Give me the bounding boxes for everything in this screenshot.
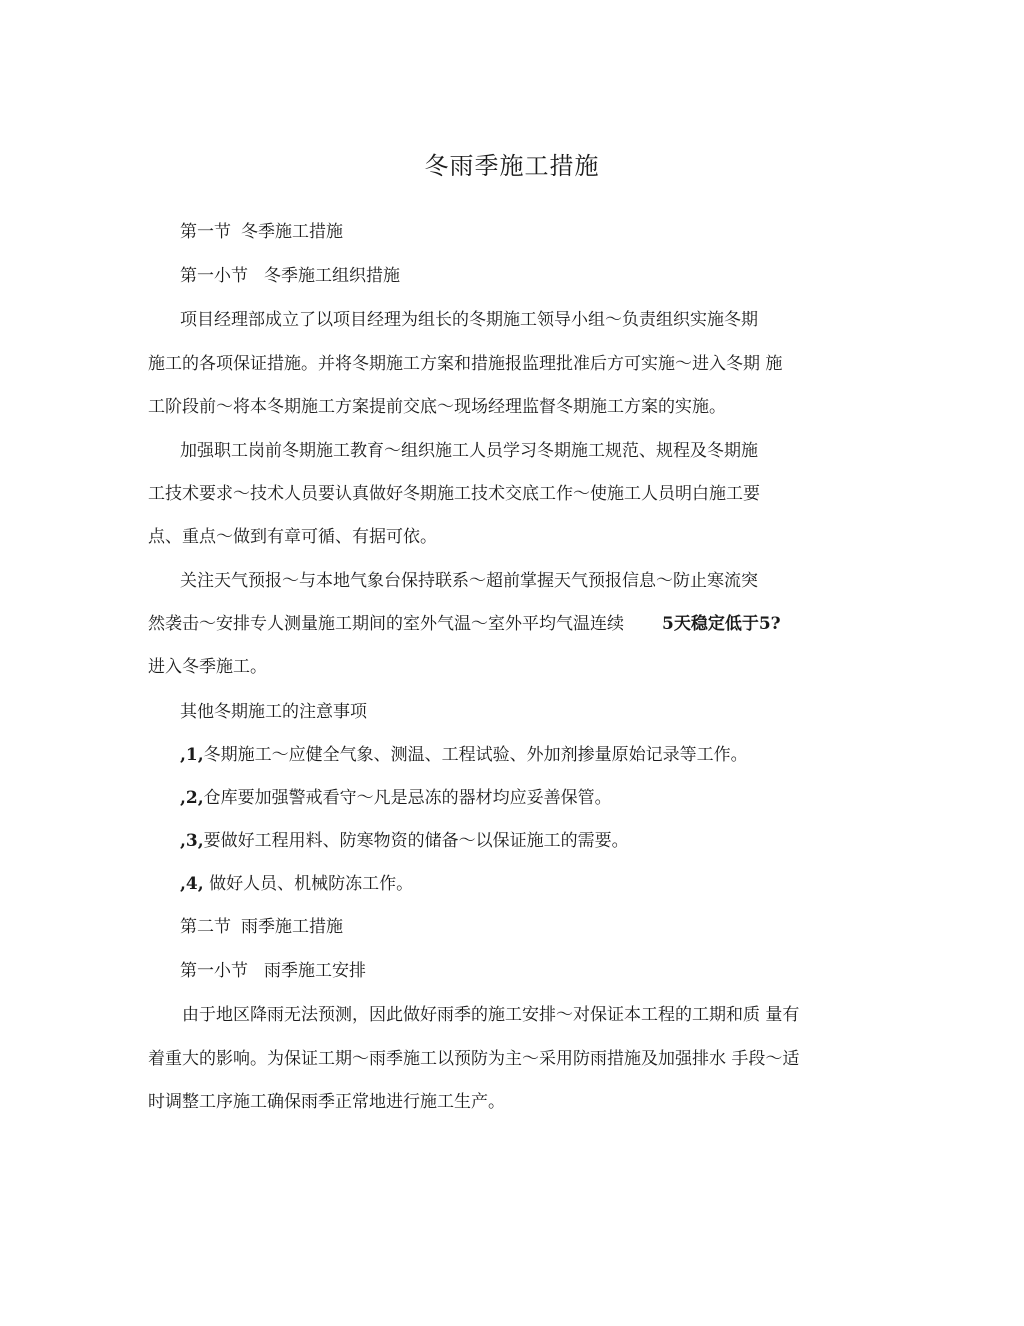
section-label: 第二节	[180, 917, 231, 937]
temperature-threshold: 5天稳定低于5?	[662, 614, 781, 634]
note-number: ,4,	[180, 874, 204, 894]
paragraph-line: 工阶段前～将本冬期施工方案提前交底～现场经理监督冬期施工方案的实施。	[148, 397, 726, 417]
note-text: 要做好工程用料、防寒物资的储备～以保证施工的需要。	[203, 831, 629, 851]
subsection-label: 第一小节	[180, 266, 248, 286]
note-number: ,1,	[180, 745, 204, 765]
document-title: 冬雨季施工措施	[424, 152, 600, 180]
section-title: 冬季施工措施	[241, 222, 343, 242]
paragraph-line: 项目经理部成立了以项目经理为组长的冬期施工领导小组～负责组织实施冬期	[180, 310, 758, 330]
subsection-heading-rain	[180, 959, 366, 983]
section-title: 雨季施工措施	[241, 917, 343, 937]
section-label: 第一节	[180, 222, 231, 242]
section-heading-winter	[180, 220, 343, 244]
subsection-title: 雨季施工安排	[264, 961, 366, 981]
paragraph-line: 着重大的影响。为保证工期～雨季施工以预防为主～采用防雨措施及加强排水 手段～适	[148, 1049, 800, 1069]
note-item	[180, 829, 629, 853]
subsection-title: 冬季施工组织措施	[264, 266, 400, 286]
paragraph-line: 工技术要求～技术人员要认真做好冬期施工技术交底工作～使施工人员明白施工要	[148, 484, 760, 504]
note-number: ,2,	[180, 788, 204, 808]
subsection-heading-winter	[180, 264, 400, 288]
note-text: 做好人员、机械防冻工作。	[203, 874, 414, 894]
section-heading-rain	[180, 915, 343, 939]
subsection-label: 第一小节	[180, 961, 248, 981]
paragraph-line: 关注天气预报～与本地气象台保持联系～超前掌握天气预报信息～防止寒流突	[180, 571, 758, 591]
notes-heading: 其他冬期施工的注意事项	[180, 702, 367, 722]
paragraph-line: 由于地区降雨无法预测，因此做好雨季的施工安排～对保证本工程的工期和质 量有	[182, 1005, 800, 1025]
paragraph-text: 然袭击～安排专人测量施工期间的室外气温～室外平均气温连续	[148, 614, 624, 634]
note-item	[180, 872, 413, 896]
note-text: 冬期施工～应健全气象、测温、工程试验、外加剂掺量原始记录等工作。	[203, 745, 748, 765]
note-number: ,3,	[180, 831, 204, 851]
note-text: 仓库要加强警戒看守～凡是忌冻的器材均应妥善保管。	[203, 788, 612, 808]
paragraph-line: 点、重点～做到有章可循、有据可依。	[148, 527, 437, 547]
paragraph-line	[148, 612, 781, 636]
note-item	[180, 786, 612, 810]
paragraph-line: 时调整工序施工确保雨季正常地进行施工生产。	[148, 1092, 505, 1112]
paragraph-line: 施工的各项保证措施。并将冬期施工方案和措施报监理批准后方可实施～进入冬期 施	[148, 354, 783, 374]
note-item	[180, 743, 748, 767]
paragraph-line: 进入冬季施工。	[148, 657, 267, 677]
paragraph-line: 加强职工岗前冬期施工教育～组织施工人员学习冬期施工规范、规程及冬期施	[180, 441, 758, 461]
